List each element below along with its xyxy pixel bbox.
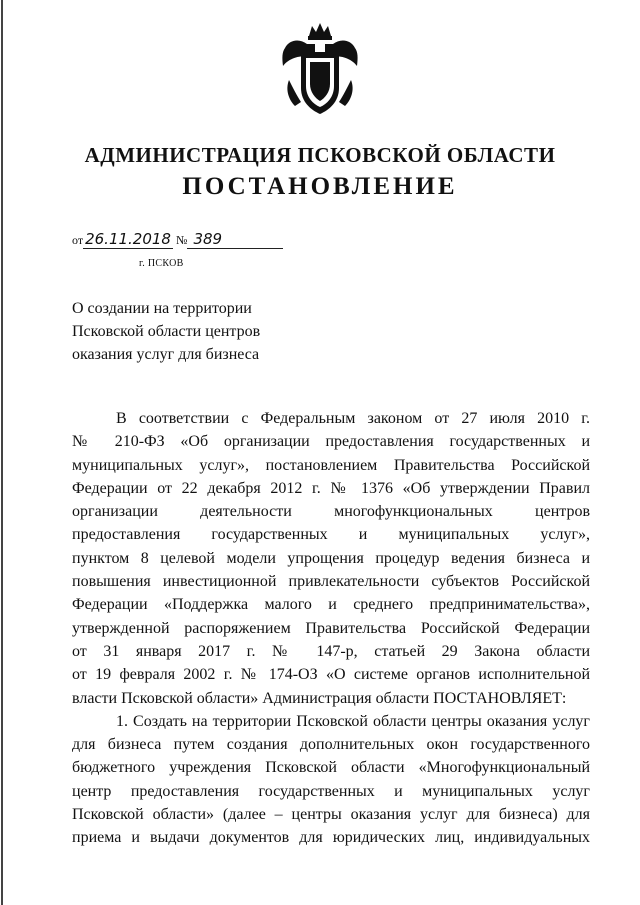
date-value: 26.11.2018 (85, 230, 171, 248)
body-line: Федерации «Поддержка малого и среднего предпринимательства», (72, 596, 590, 614)
body-line: муниципальных услуг», постановлением Правительства Российской (72, 456, 590, 474)
body-line: от 31 января 2017 г. № 147-р, статьей 29 Закона области (72, 642, 590, 660)
body-line: власти Псковской области» Администрация области ПОСТАНОВЛЯЕТ: (72, 689, 567, 707)
body-line: Федерации от 22 декабря 2012 г. № 1376 «Об утверждении Правил (72, 479, 590, 497)
number-value: 389 (193, 230, 223, 248)
body-line: для бизнеса путем создания дополнительных окон государственного (72, 736, 590, 754)
body-line: предоставления государственных и муниципальных услуг», (72, 526, 590, 544)
body-line: от 19 февраля 2002 г. № 174-ОЗ «О системе органов исполнительной (72, 666, 590, 684)
document-body (72, 407, 590, 850)
body-line: бюджетного учреждения Псковской области «Многофункциональный (72, 759, 590, 777)
body-line: приема и выдачи документов для юридических лиц, индивидуальных (72, 829, 590, 847)
document-subject (72, 297, 260, 366)
subject-line: Псковской области центров (72, 323, 261, 340)
place-label: г. ПСКОВ (139, 258, 184, 269)
subject-line: О создании на территории (72, 300, 252, 317)
date-field (83, 230, 173, 249)
body-line: повышения инвестиционной привлекательности субъектов Российской (72, 573, 590, 591)
body-line: центр предоставления государственных и муниципальных услуг (72, 782, 590, 800)
document-meta (72, 230, 283, 249)
date-prefix: от (72, 233, 84, 247)
number-field (187, 230, 283, 249)
body-line: пунктом 8 целевой модели упрощения процедур ведения бизнеса и (72, 549, 590, 567)
body-line: № 210-ФЗ «Об организации предоставления государственных и (72, 433, 590, 451)
body-line: утвержденной распоряжением Правительства Российской Федерации (72, 619, 590, 637)
subject-line: оказания услуг для бизнеса (72, 346, 260, 363)
organization-title: АДМИНИСТРАЦИЯ ПСКОВСКОЙ ОБЛАСТИ (84, 143, 556, 167)
document-type-title: ПОСТАНОВЛЕНИЕ (182, 173, 458, 200)
number-prefix: № (175, 233, 188, 247)
body-line: Псковской области» (далее – центры оказания услуг для бизнеса) для (72, 806, 590, 824)
body-line: организации деятельности многофункциональных центров (72, 503, 590, 521)
coat-of-arms-icon (279, 22, 361, 117)
body-line: В соответствии с Федеральным законом от 27 июля 2010 г. (116, 410, 590, 427)
body-line: 1. Создать на территории Псковской области центры оказания услуг (116, 712, 590, 730)
scan-edge (1, 0, 3, 905)
